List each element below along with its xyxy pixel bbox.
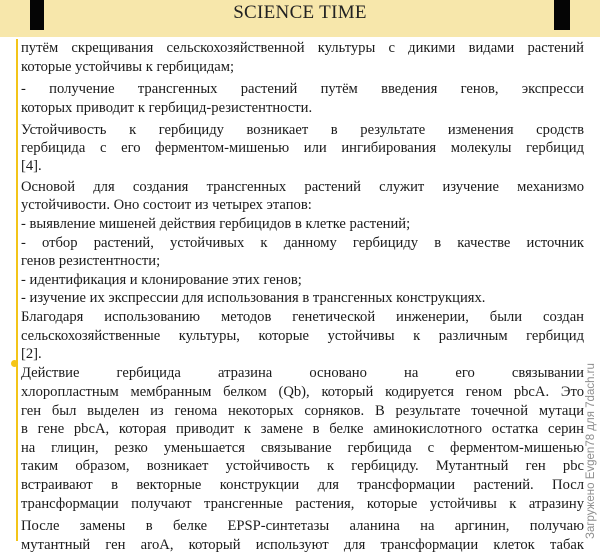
text-line: Действие гербицида атразина основано на его связывании xyxy=(21,365,584,381)
text-line: Благодаря использованию методов генетической инженерии, были создан xyxy=(21,309,584,325)
text-line: сельскохозяйственные культуры, которые устойчивы к различным гербицид xyxy=(21,328,584,344)
article-body xyxy=(16,39,584,553)
watermark-text: Загружено Evgen78 для 7dach.ru xyxy=(585,363,597,539)
text-line: - идентификация и клонирование этих генов; xyxy=(21,272,302,288)
text-line: трансформации получают трансгенные растения, которые устойчивы к атразину xyxy=(21,496,584,512)
text-line: мутантный ген aroA, который используют для трансформации клеток табак xyxy=(21,537,584,553)
text-line: хлоропластным мембранным белком (Qb), который кодируется геном pbcA. Это xyxy=(21,384,584,400)
text-line: - отбор растений, устойчивых к данному гербициду в качестве источник xyxy=(21,235,584,251)
text-line: Устойчивость к гербициду возникает в результате изменения сродств xyxy=(21,122,584,138)
text-line: которых приводит к гербицид-резистентности. xyxy=(21,100,313,116)
text-line: [2]. xyxy=(21,346,42,362)
text-line: устойчивости. Оно состоит из четырех этапов: xyxy=(21,197,312,213)
header-right-bar xyxy=(554,0,570,30)
text-line: - изучение их экспрессии для использования в трансгенных конструкциях. xyxy=(21,290,486,306)
text-line: Основой для создания трансгенных растений служит изучение механизмо xyxy=(21,179,584,195)
text-line: встраивают в векторные конструкции для трансформации растений. Посл xyxy=(21,477,584,493)
text-line: - выявление мишеней действия гербицидов в клетке растений; xyxy=(21,216,411,232)
header-banner xyxy=(0,0,600,37)
text-line: таким образом, возникает устойчивость к гербициду. Мутантный ген pbc xyxy=(21,458,584,474)
text-line: путём скрещивания сельскохозяйственной культуры с дикими видами растений xyxy=(21,40,584,56)
text-line: генов резистентности; xyxy=(21,253,161,269)
text-line: После замены в белке EPSP-синтетазы аланина на аргинин, получаю xyxy=(21,518,584,534)
text-line: в гене pbcA, которая приводит к замене в белке аминокислотного остатка серин xyxy=(21,421,584,437)
text-line: на глицин, резко уменьшается связывание гербицида с ферментом-мишенью xyxy=(21,440,584,456)
text-line: - получение трансгенных растений путём введения генов, экспресси xyxy=(21,81,584,97)
text-line: ген был выделен из генома некоторых сорняков. В результате точечной мутаци xyxy=(21,403,584,419)
header-title: SCIENCE TIME xyxy=(233,2,367,23)
text-line: гербицида с его ферментом-мишенью или ингибирования молекулы гербицид xyxy=(21,140,584,156)
text-line: [4]. xyxy=(21,158,42,174)
text-line: которые устойчивы к гербицидам; xyxy=(21,59,235,75)
